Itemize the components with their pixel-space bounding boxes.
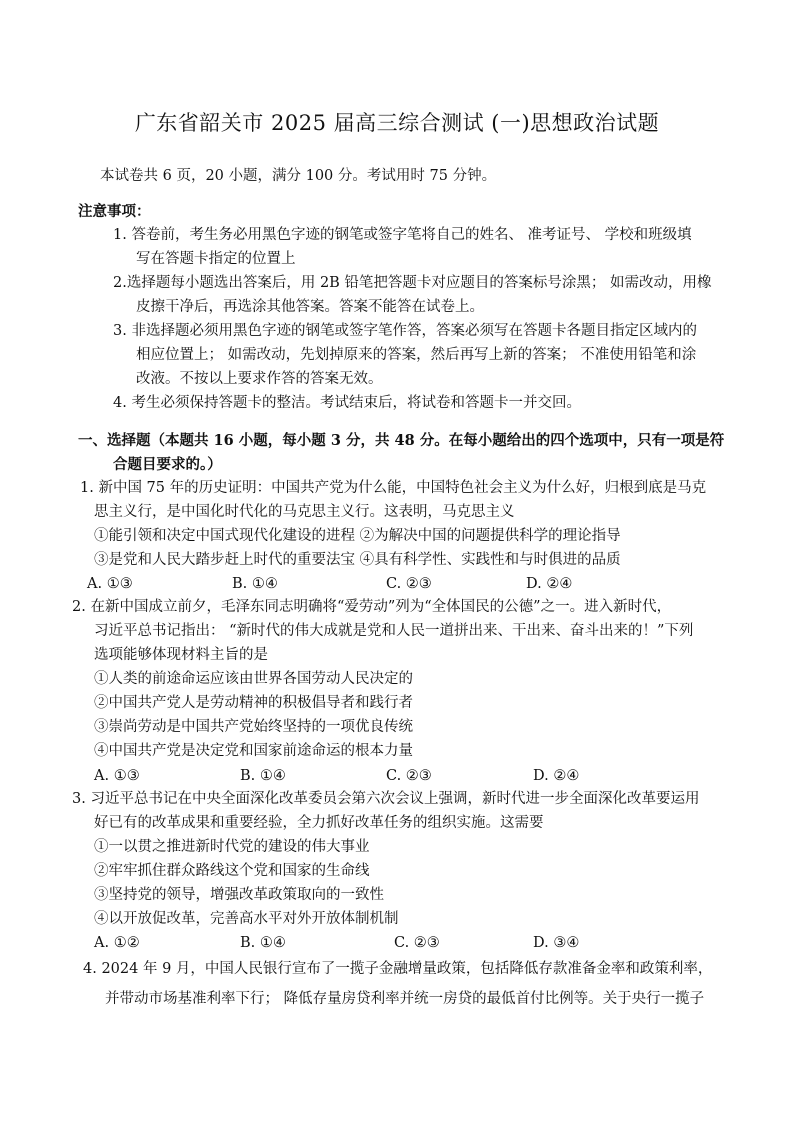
option-c: C. ②③ bbox=[386, 576, 432, 592]
option-d: D. ②④ bbox=[533, 768, 580, 784]
question-stem: 习近平总书记指出： “新时代的伟大成就是党和人民一道拼出来、干出来、奋斗出来的！”下列 bbox=[94, 623, 694, 639]
option-d: D. ②④ bbox=[526, 576, 573, 592]
statement-line: ④中国共产党是决定党和国家前途命运的根本力量 bbox=[94, 743, 413, 759]
question-stem: 并带动市场基准利率下行； 降低存量房贷利率并统一房贷的最低首付比例等。关于央行一揽子 bbox=[105, 991, 705, 1007]
question-stem: 好已有的改革成果和重要经验，全力抓好改革任务的组织实施。这需要 bbox=[94, 815, 544, 831]
option-b: B. ①④ bbox=[232, 576, 278, 592]
statement-line: ①能引领和决定中国式现代化建设的进程 ②为解决中国的问题提供科学的理论指导 bbox=[94, 528, 621, 544]
statement-line: ④以开放促改革，完善高水平对外开放体制机制 bbox=[94, 911, 399, 927]
option-b: B. ①④ bbox=[240, 768, 286, 784]
statement-line: ③坚持党的领导，增强改革政策取向的一致性 bbox=[94, 887, 384, 903]
question-stem: 4. 2024 年 9 月，中国人民银行宣布了一揽子金融增量政策，包括降低存款准备金率和政策利率， bbox=[83, 961, 713, 977]
exam-intro: 本试卷共 6 页，20 小题，满分 100 分。考试用时 75 分钟。 bbox=[100, 168, 497, 184]
option-a: A. ①③ bbox=[87, 576, 133, 592]
option-c: C. ②③ bbox=[386, 768, 432, 784]
statement-line: ②牢牢抓住群众路线这个党和国家的生命线 bbox=[94, 863, 370, 879]
section-heading: 一、选择题（本题共 16 小题，每小题 3 分，共 48 分。在每小题给出的四个选项中，只有一项是符 bbox=[78, 432, 725, 449]
notice-line: 写在答题卡指定的位置上 bbox=[136, 251, 296, 267]
question-stem: 3. 习近平总书记在中央全面深化改革委员会第六次会议上强调，新时代进一步全面深化改革要运用 bbox=[72, 791, 700, 807]
page-title: 广东省韶关市 2025 届高三综合测试 (一)思想政治试题 bbox=[134, 111, 660, 135]
question-stem: 2. 在新中国成立前夕，毛泽东同志明确将“爱劳动”列为“全体国民的公德”之一。进入新时代， bbox=[72, 599, 672, 615]
notice-line: 改液。不按以上要求作答的答案无效。 bbox=[136, 371, 383, 387]
option-a: A. ①② bbox=[94, 935, 140, 951]
notice-line: 1. 答卷前，考生务必用黑色字迹的钢笔或签字笔将自己的姓名、 准考证号、 学校和班级填 bbox=[113, 227, 692, 243]
statement-line: ①一以贯之推进新时代党的建设的伟大事业 bbox=[94, 839, 370, 855]
notice-line: 4. 考生必须保持答题卡的整洁。考试结束后，将试卷和答题卡一并交回。 bbox=[113, 395, 581, 411]
statement-line: ③是党和人民大踏步赶上时代的重要法宝 ④具有科学性、实践性和与时俱进的品质 bbox=[94, 552, 621, 568]
question-stem: 1. 新中国 75 年的历史证明：中国共产党为什么能，中国特色社会主义为什么好，归根到底是马克 bbox=[80, 480, 707, 496]
notice-line: 2.选择题每小题选出答案后，用 2B 铅笔把答题卡对应题目的答案标号涂黑； 如需改动，用橡 bbox=[113, 275, 712, 291]
option-a: A. ①③ bbox=[94, 768, 140, 784]
option-d: D. ③④ bbox=[533, 935, 580, 951]
notice-line: 皮擦干净后，再选涂其他答案。答案不能答在试卷上。 bbox=[136, 299, 484, 315]
statement-line: ②中国共产党人是劳动精神的积极倡导者和践行者 bbox=[94, 695, 413, 711]
option-c: C. ②③ bbox=[394, 935, 440, 951]
statement-line: ③崇尚劳动是中国共产党始终坚持的一项优良传统 bbox=[94, 719, 413, 735]
statement-line: ①人类的前途命运应该由世界各国劳动人民决定的 bbox=[94, 671, 413, 687]
notice-heading: 注意事项： bbox=[78, 203, 151, 220]
notice-line: 相应位置上； 如需改动，先划掉原来的答案，然后再写上新的答案； 不准使用铅笔和涂 bbox=[136, 347, 697, 363]
option-b: B. ①④ bbox=[240, 935, 286, 951]
question-stem: 思主义行，是中国化时代化的马克思主义行。这表明，马克思主义 bbox=[94, 504, 515, 520]
section-heading-cont: 合题目要求的。） bbox=[113, 456, 222, 473]
question-stem: 选项能够体现材料主旨的是 bbox=[94, 647, 268, 663]
notice-line: 3. 非选择题必须用黑色字迹的钢笔或签字笔作答，答案必须写在答题卡各题目指定区域内的 bbox=[113, 323, 697, 339]
